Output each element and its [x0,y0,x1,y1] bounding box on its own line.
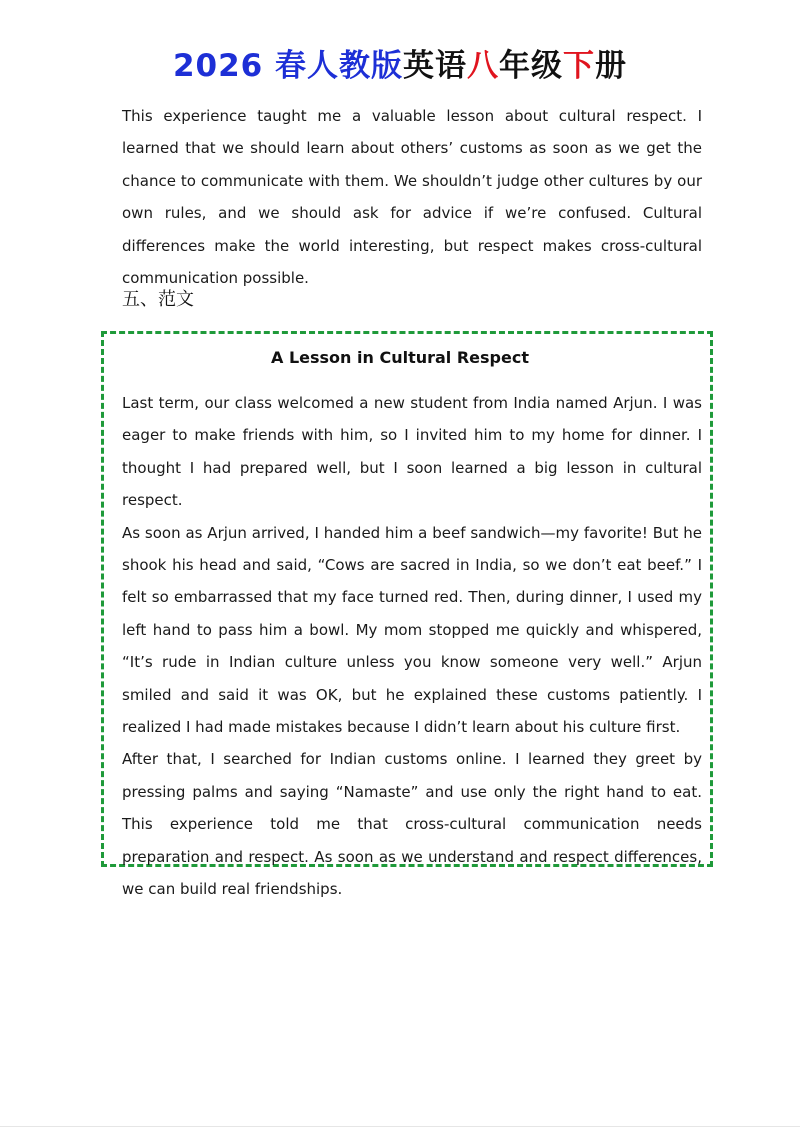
page-bottom-divider [0,1126,800,1127]
title-part-grade-suffix: 年级 [499,48,564,84]
essay-paragraph: Last term, our class welcomed a new student from India named Arjun. I was eager to make friends with him, so I invited him to my home for dinner. I thought I had prepared well, but I soon learned a big lesson in cultural respect. [122,394,702,510]
intro-paragraph: This experience taught me a valuable lesson about cultural respect. I learned that we should learn about others’ customs as soon as we get the chance to communicate with them. We shouldn’t judge other cultures by our own rules, and we should ask for advice if we’re confused. Cultural differences make the world interesting, but respect makes cross-cultural communication possible. [122,107,702,288]
title-part-subject: 英语 [403,48,468,84]
section-heading: 五、范文 [122,289,194,310]
title-part-grade: 八 [467,48,500,84]
essay-title: A Lesson in Cultural Respect [271,348,529,367]
essay-paragraph: After that, I searched for Indian customs online. I learned they greet by pressing palms and saying “Namaste” and use only the right hand to eat. This experience told me that cross-cultural communication needs preparation and respect. As soon as we understand and respect differences, we can build real friendships. [122,750,702,899]
title-part-volume-suffix: 册 [595,48,628,84]
page-title [0,44,800,88]
title-part-edition: 2026 春人教版 [172,48,404,84]
essay-paragraph: As soon as Arjun arrived, I handed him a beef sandwich—my favorite! But he shook his head and said, “Cows are sacred in India, so we don’t eat beef.” I felt so embarrassed that my face turned red. Then, during dinner, I used my left hand to pass him a bowl. My mom stopped me quickly and whispered, “It’s rude in Indian culture unless you know someone very well.” Arjun smiled and said it was OK, but he explained these customs patiently. I realized I had made mistakes because I didn’t learn about his culture first. [122,523,702,737]
essay-body [122,387,702,906]
title-part-volume: 下 [563,48,596,84]
